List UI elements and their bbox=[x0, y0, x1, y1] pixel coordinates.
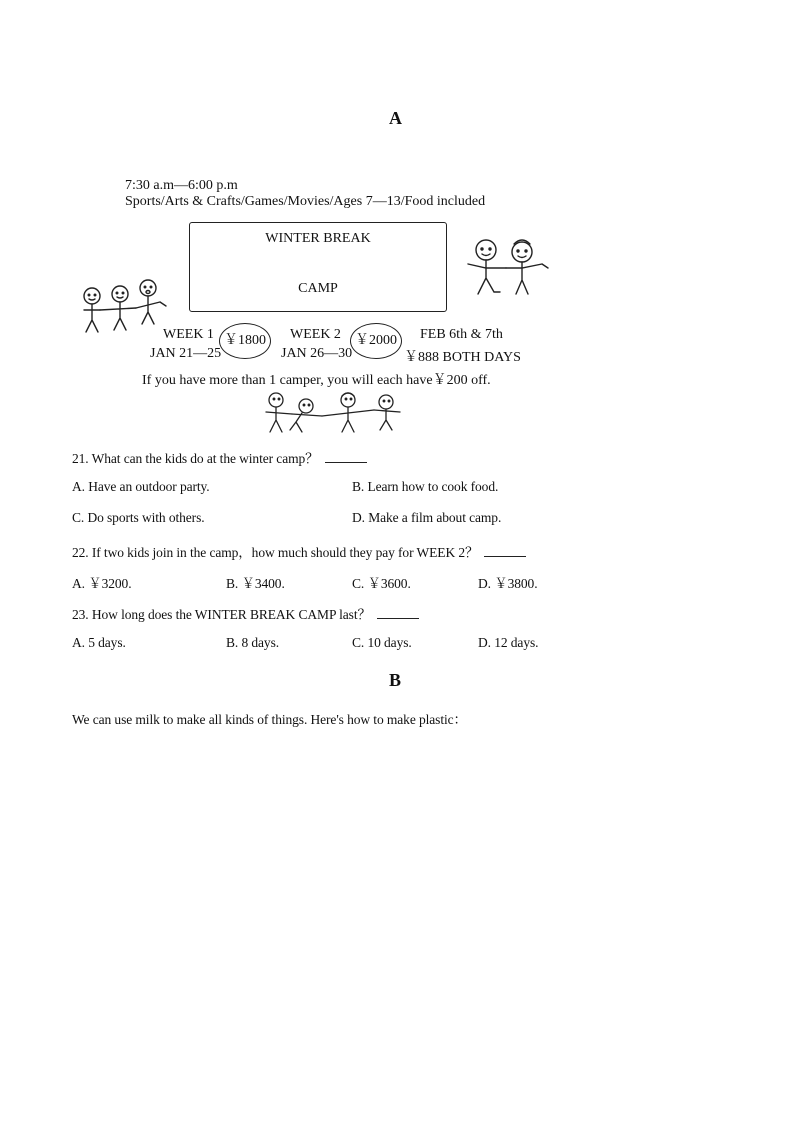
q23-option-c[interactable]: C. 10 days. bbox=[352, 635, 412, 650]
question-22-stem: 22. If two kids join in the camp，how much should they pay for WEEK 2？ bbox=[72, 545, 479, 560]
week1-label: WEEK 1 bbox=[163, 327, 214, 342]
answer-blank-22[interactable] bbox=[484, 545, 526, 557]
banner-title-line2: CAMP bbox=[298, 281, 338, 296]
q21-option-b[interactable]: B. Learn how to cook food. bbox=[352, 479, 499, 494]
week2-dates: JAN 26—30 bbox=[281, 346, 353, 361]
camp-banner bbox=[189, 222, 447, 312]
week2-price-badge: ￥2000 bbox=[350, 323, 402, 359]
section-b-heading: B bbox=[389, 670, 402, 690]
question-21-stem: 21. What can the kids do at the winter camp？ bbox=[72, 451, 319, 466]
ad-hours: 7:30 a.m—6:00 p.m bbox=[125, 178, 238, 193]
q21-option-a[interactable]: A. Have an outdoor party. bbox=[72, 479, 210, 494]
feb-price: ￥888 BOTH DAYS bbox=[404, 350, 521, 365]
week2-label: WEEK 2 bbox=[290, 327, 341, 342]
question-23-stem: 23. How long does the WINTER BREAK CAMP last？ bbox=[72, 607, 371, 622]
feb-dates: FEB 6th & 7th bbox=[420, 327, 503, 342]
kids-clipart-left bbox=[74, 274, 170, 338]
discount-note: If you have more than 1 camper, you will each have￥200 off. bbox=[142, 373, 491, 388]
q22-option-c[interactable]: C. ￥3600. bbox=[352, 576, 411, 591]
answer-blank-23[interactable] bbox=[377, 607, 419, 619]
q23-option-a[interactable]: A. 5 days. bbox=[72, 635, 126, 650]
q23-option-b[interactable]: B. 8 days. bbox=[226, 635, 280, 650]
question-21 bbox=[72, 447, 367, 467]
section-b-intro: We can use milk to make all kinds of things. Here's how to make plastic： bbox=[72, 712, 467, 727]
q21-option-d[interactable]: D. Make a film about camp. bbox=[352, 510, 502, 525]
answer-blank-21[interactable] bbox=[325, 451, 367, 463]
week1-price-badge: ￥1800 bbox=[219, 323, 271, 359]
q22-option-a[interactable]: A. ￥3200. bbox=[72, 576, 132, 591]
question-23 bbox=[72, 603, 419, 623]
q23-option-d[interactable]: D. 12 days. bbox=[478, 635, 539, 650]
section-a-heading: A bbox=[389, 108, 402, 128]
banner-title-line1: WINTER BREAK bbox=[265, 231, 371, 246]
question-22 bbox=[72, 541, 526, 561]
week1-dates: JAN 21—25 bbox=[150, 346, 222, 361]
ad-activities: Sports/Arts & Crafts/Games/Movies/Ages 7—13/Food included bbox=[125, 194, 486, 209]
kids-clipart-bottom bbox=[262, 390, 406, 436]
q22-option-d[interactable]: D. ￥3800. bbox=[478, 576, 538, 591]
q21-option-c[interactable]: C. Do sports with others. bbox=[72, 510, 205, 525]
kids-clipart-right bbox=[462, 236, 550, 300]
q22-option-b[interactable]: B. ￥3400. bbox=[226, 576, 285, 591]
